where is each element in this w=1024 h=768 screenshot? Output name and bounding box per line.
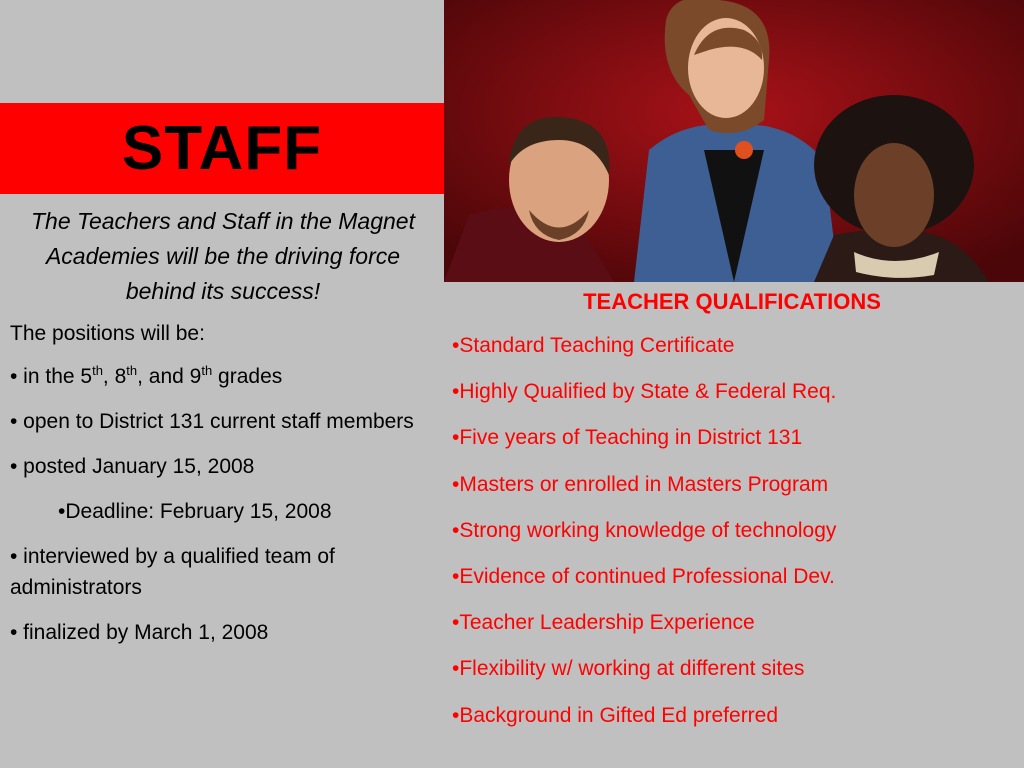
qualification-item: •Highly Qualified by State & Federal Req. [452,380,837,404]
positions-finalized: • finalized by March 1, 2008 [10,621,269,644]
qualification-item: •Background in Gifted Ed preferred [452,703,779,727]
positions-posted: • posted January 15, 2008 [10,455,255,478]
qualifications-heading: TEACHER QUALIFICATIONS [583,289,881,314]
page-title: STAFF [121,114,323,183]
qualifications-list [452,333,1012,749]
qualification-item: •Evidence of continued Professional Dev. [452,564,835,588]
title-banner [0,103,444,194]
staff-photo-illustration [444,0,1024,282]
qualification-item: •Teacher Leadership Experience [452,611,755,635]
positions-deadline: •Deadline: February 15, 2008 [58,500,332,523]
positions-list [10,318,430,662]
positions-interviewed: • interviewed by a qualified team of administrators [10,545,335,599]
staff-photo [444,0,1024,282]
qualification-item: •Standard Teaching Certificate [452,334,735,357]
tagline: The Teachers and Staff in the Magnet Academies will be the driving force behind its success! [30,208,415,304]
qualification-item: •Flexibility w/ working at different sites [452,657,805,681]
qualification-item: •Strong working knowledge of technology [452,518,837,542]
positions-open: • open to District 131 current staff members [10,410,414,433]
qualifications-panel [452,289,1012,749]
qualification-item: •Masters or enrolled in Masters Program [452,472,829,496]
qualification-item: •Five years of Teaching in District 131 [452,426,803,450]
positions-intro: The positions will be: [10,322,205,345]
positions-grades: • in the 5th, 8th, and 9th grades [10,363,283,388]
